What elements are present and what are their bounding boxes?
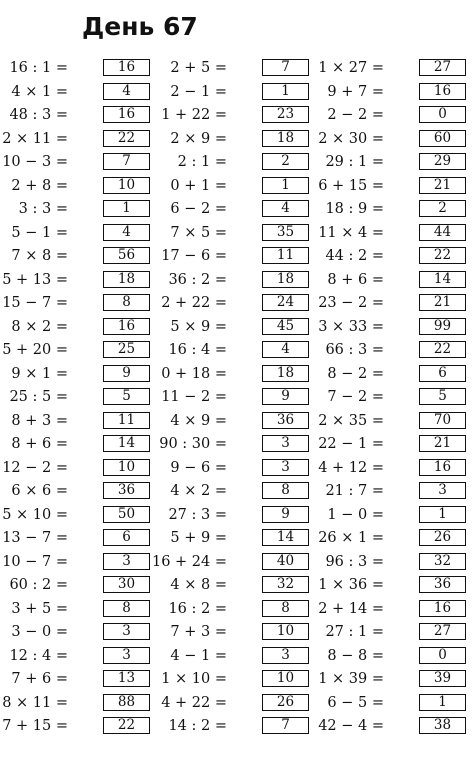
exercise-expression: 1 + 22 = (161, 107, 227, 123)
answer-box: 36 (103, 482, 150, 499)
exercise-row (159, 480, 309, 504)
answer-box: 22 (103, 130, 150, 147)
exercise-row (159, 57, 309, 81)
exercise-expression: 1 × 39 = (318, 671, 384, 687)
answer-box: 4 (103, 224, 150, 241)
answer-box: 2 (262, 153, 309, 170)
exercise-row (159, 363, 309, 387)
exercise-expression: 0 + 1 = (170, 177, 227, 194)
exercise-row (0, 316, 150, 340)
answer-box: 1 (419, 506, 466, 523)
answer-box: 6 (103, 529, 150, 546)
answer-box: 2 (419, 200, 466, 217)
exercise-expression: 60 : 2 = (9, 577, 68, 593)
exercise-expression: 7 + 6 = (11, 671, 68, 687)
answer-box: 3 (262, 647, 309, 664)
answer-box: 7 (103, 153, 150, 170)
exercise-row (159, 292, 309, 316)
exercise-row (316, 339, 466, 363)
exercise-row (0, 245, 150, 269)
exercise-expression: 11 × 4 = (318, 224, 384, 241)
exercise-row (316, 551, 466, 575)
exercise-row (159, 715, 309, 739)
answer-box: 14 (419, 271, 466, 288)
exercise-row (0, 104, 150, 128)
answer-box: 1 (103, 200, 150, 217)
exercise-expression: 1 × 27 = (318, 60, 384, 76)
exercise-expression: 8 + 6 = (327, 271, 384, 288)
answer-box: 3 (419, 482, 466, 499)
exercise-expression: 9 + 7 = (327, 83, 384, 100)
exercise-expression: 17 − 6 = (161, 248, 227, 264)
exercise-expression: 12 : 4 = (9, 647, 68, 664)
answer-box: 18 (262, 365, 309, 382)
exercise-expression: 42 − 4 = (318, 718, 384, 734)
answer-box: 5 (419, 388, 466, 405)
exercise-expression: 1 − 0 = (327, 506, 384, 523)
answer-box: 3 (103, 623, 150, 640)
exercise-row (316, 410, 466, 434)
answer-box: 22 (419, 247, 466, 264)
exercise-row (159, 104, 309, 128)
exercise-expression: 29 : 1 = (325, 154, 384, 170)
exercise-row (159, 692, 309, 716)
answer-box: 29 (419, 153, 466, 170)
answer-box: 16 (103, 318, 150, 335)
exercise-expression: 5 + 9 = (170, 530, 227, 546)
answer-box: 10 (262, 623, 309, 640)
exercise-row (159, 433, 309, 457)
exercise-row (0, 621, 150, 645)
exercise-expression: 5 × 10 = (2, 506, 68, 523)
answer-box: 3 (262, 435, 309, 452)
exercise-expression: 1 × 36 = (318, 577, 384, 593)
exercise-row (0, 692, 150, 716)
answer-box: 11 (262, 247, 309, 264)
exercise-row (159, 598, 309, 622)
exercise-row (316, 504, 466, 528)
exercise-expression: 4 × 1 = (11, 83, 68, 100)
answer-box: 0 (419, 106, 466, 123)
answer-box: 9 (262, 388, 309, 405)
exercise-row (0, 598, 150, 622)
exercise-column-2 (151, 57, 309, 739)
exercise-expression: 2 + 5 = (170, 60, 227, 76)
exercise-expression: 7 + 15 = (2, 718, 68, 734)
answer-box: 10 (103, 459, 150, 476)
exercise-expression: 16 : 1 = (9, 60, 68, 76)
exercise-expression: 2 × 11 = (2, 130, 68, 147)
answer-box: 14 (262, 529, 309, 546)
exercise-row (316, 645, 466, 669)
answer-box: 5 (103, 388, 150, 405)
exercise-row (316, 57, 466, 81)
exercise-row (316, 480, 466, 504)
answer-box: 16 (103, 106, 150, 123)
answer-box: 35 (262, 224, 309, 241)
exercise-row (316, 715, 466, 739)
answer-box: 21 (419, 294, 466, 311)
answer-box: 45 (262, 318, 309, 335)
exercise-row (316, 316, 466, 340)
answer-box: 1 (262, 83, 309, 100)
exercise-row (0, 551, 150, 575)
exercise-expression: 3 : 3 = (18, 201, 68, 217)
answer-box: 11 (103, 412, 150, 429)
exercise-expression: 4 × 8 = (170, 577, 227, 593)
answer-box: 21 (419, 435, 466, 452)
answer-box: 23 (262, 106, 309, 123)
exercise-expression: 7 × 8 = (11, 248, 68, 264)
exercise-expression: 6 − 2 = (170, 201, 227, 217)
answer-box: 88 (103, 694, 150, 711)
answer-box: 9 (262, 506, 309, 523)
answer-box: 56 (103, 247, 150, 264)
exercise-expression: 23 − 2 = (318, 295, 384, 311)
exercise-expression: 8 − 2 = (327, 365, 384, 382)
answer-box: 18 (262, 130, 309, 147)
exercise-expression: 5 + 20 = (2, 342, 68, 358)
exercise-expression: 1 × 10 = (161, 671, 227, 687)
answer-box: 60 (419, 130, 466, 147)
exercise-expression: 6 + 15 = (318, 177, 384, 194)
exercise-expression: 14 : 2 = (168, 718, 227, 734)
answer-box: 36 (262, 412, 309, 429)
answer-box: 16 (419, 459, 466, 476)
answer-box: 3 (103, 647, 150, 664)
exercise-row (159, 574, 309, 598)
exercise-expression: 96 : 3 = (325, 553, 384, 570)
answer-box: 22 (103, 717, 150, 734)
exercise-row (0, 668, 150, 692)
answer-box: 8 (262, 482, 309, 499)
answer-box: 18 (103, 271, 150, 288)
answer-box: 26 (419, 529, 466, 546)
exercise-row (0, 363, 150, 387)
exercise-expression: 27 : 1 = (325, 624, 384, 640)
exercise-expression: 5 − 1 = (11, 224, 68, 241)
exercise-row (316, 292, 466, 316)
exercise-row (159, 527, 309, 551)
answer-box: 8 (103, 600, 150, 617)
exercise-expression: 10 − 7 = (2, 553, 68, 570)
answer-box: 10 (103, 177, 150, 194)
exercise-expression: 5 × 9 = (170, 318, 227, 335)
exercise-expression: 3 × 33 = (318, 318, 384, 335)
exercise-expression: 36 : 2 = (168, 271, 227, 288)
answer-box: 30 (103, 576, 150, 593)
exercise-row (0, 339, 150, 363)
exercise-row (159, 386, 309, 410)
exercise-row (316, 269, 466, 293)
answer-box: 1 (262, 177, 309, 194)
answer-box: 4 (262, 341, 309, 358)
exercise-row (316, 245, 466, 269)
answer-box: 1 (419, 694, 466, 711)
answer-box: 3 (262, 459, 309, 476)
answer-box: 16 (103, 59, 150, 76)
answer-box: 40 (262, 553, 309, 570)
exercise-row (0, 645, 150, 669)
exercise-row (159, 457, 309, 481)
exercise-expression: 48 : 3 = (9, 107, 68, 123)
answer-box: 3 (103, 553, 150, 570)
exercise-expression: 7 − 2 = (327, 389, 384, 405)
exercise-row (0, 410, 150, 434)
exercise-row (316, 104, 466, 128)
exercise-expression: 2 : 1 = (177, 154, 227, 170)
exercise-expression: 7 × 5 = (170, 224, 227, 241)
exercise-row (0, 222, 150, 246)
exercise-row (159, 269, 309, 293)
exercise-row (159, 245, 309, 269)
answer-box: 18 (262, 271, 309, 288)
answer-box: 9 (103, 365, 150, 382)
exercise-row (159, 222, 309, 246)
exercise-expression: 2 − 1 = (170, 83, 227, 100)
exercise-expression: 4 × 2 = (170, 483, 227, 499)
answer-box: 26 (262, 694, 309, 711)
exercise-row (316, 433, 466, 457)
exercise-row (0, 504, 150, 528)
exercise-expression: 2 × 30 = (318, 130, 384, 147)
exercise-row (316, 527, 466, 551)
exercise-row (316, 128, 466, 152)
exercise-row (0, 81, 150, 105)
exercise-row (316, 457, 466, 481)
exercise-row (159, 339, 309, 363)
exercise-row (0, 574, 150, 598)
exercise-row (159, 151, 309, 175)
answer-box: 22 (419, 341, 466, 358)
exercise-row (316, 175, 466, 199)
exercise-expression: 21 : 7 = (325, 483, 384, 499)
exercise-row (316, 81, 466, 105)
exercise-row (0, 198, 150, 222)
answer-box: 7 (262, 717, 309, 734)
answer-box: 99 (419, 318, 466, 335)
answer-box: 16 (419, 83, 466, 100)
exercise-expression: 6 − 5 = (327, 694, 384, 711)
exercise-expression: 16 + 24 = (151, 553, 227, 570)
exercise-expression: 16 : 2 = (168, 600, 227, 617)
exercise-row (316, 151, 466, 175)
exercise-expression: 3 + 5 = (11, 600, 68, 617)
answer-box: 4 (103, 83, 150, 100)
answer-box: 7 (262, 59, 309, 76)
exercise-row (159, 81, 309, 105)
answer-box: 32 (419, 553, 466, 570)
exercise-expression: 25 : 5 = (9, 389, 68, 405)
exercise-row (0, 433, 150, 457)
exercise-column-1 (0, 57, 150, 739)
answer-box: 6 (419, 365, 466, 382)
exercise-row (0, 527, 150, 551)
exercise-row (316, 222, 466, 246)
exercise-row (159, 198, 309, 222)
exercise-expression: 66 : 3 = (325, 342, 384, 358)
exercise-expression: 2 + 8 = (11, 177, 68, 194)
exercise-expression: 8 + 6 = (11, 436, 68, 452)
exercise-row (159, 645, 309, 669)
exercise-row (0, 386, 150, 410)
exercise-row (0, 292, 150, 316)
answer-box: 10 (262, 670, 309, 687)
exercise-row (316, 621, 466, 645)
exercise-column-3 (316, 57, 466, 739)
exercise-expression: 18 : 9 = (325, 201, 384, 217)
exercise-expression: 5 + 13 = (2, 271, 68, 288)
exercise-row (159, 316, 309, 340)
exercise-row (0, 128, 150, 152)
exercise-expression: 15 − 7 = (2, 295, 68, 311)
exercise-expression: 10 − 3 = (2, 154, 68, 170)
answer-box: 32 (262, 576, 309, 593)
answer-box: 50 (103, 506, 150, 523)
answer-box: 13 (103, 670, 150, 687)
exercise-expression: 90 : 30 = (159, 436, 227, 452)
exercise-expression: 8 × 2 = (11, 318, 68, 335)
exercise-expression: 8 × 11 = (2, 694, 68, 711)
exercise-expression: 44 : 2 = (325, 248, 384, 264)
exercise-row (316, 668, 466, 692)
exercise-row (0, 715, 150, 739)
answer-box: 36 (419, 576, 466, 593)
exercise-expression: 3 − 0 = (11, 624, 68, 640)
exercise-row (0, 175, 150, 199)
exercise-row (316, 198, 466, 222)
exercise-expression: 4 − 1 = (170, 647, 227, 664)
exercise-row (159, 410, 309, 434)
exercise-expression: 2 + 14 = (318, 600, 384, 617)
exercise-expression: 6 × 6 = (11, 483, 68, 499)
page-title: День 67 (82, 12, 198, 41)
answer-box: 16 (419, 600, 466, 617)
answer-box: 39 (419, 670, 466, 687)
exercise-expression: 4 × 9 = (170, 412, 227, 429)
exercise-expression: 26 × 1 = (318, 530, 384, 546)
answer-box: 8 (262, 600, 309, 617)
exercise-expression: 0 + 18 = (161, 365, 227, 382)
exercise-expression: 11 − 2 = (161, 389, 227, 405)
exercise-expression: 13 − 7 = (2, 530, 68, 546)
exercise-row (159, 504, 309, 528)
exercise-row (159, 668, 309, 692)
answer-box: 38 (419, 717, 466, 734)
exercise-row (151, 551, 309, 575)
exercise-expression: 4 + 12 = (318, 459, 384, 476)
exercise-expression: 7 + 3 = (170, 624, 227, 640)
exercise-expression: 27 : 3 = (168, 506, 227, 523)
answer-box: 44 (419, 224, 466, 241)
exercise-row (159, 621, 309, 645)
answer-box: 27 (419, 59, 466, 76)
exercise-row (316, 386, 466, 410)
answer-box: 4 (262, 200, 309, 217)
exercise-expression: 9 × 1 = (11, 365, 68, 382)
answer-box: 8 (103, 294, 150, 311)
exercise-row (0, 151, 150, 175)
exercise-expression: 16 : 4 = (168, 342, 227, 358)
exercise-expression: 2 × 9 = (170, 130, 227, 147)
exercise-expression: 9 − 6 = (170, 459, 227, 476)
exercise-expression: 2 × 35 = (318, 412, 384, 429)
exercise-expression: 8 − 8 = (327, 647, 384, 664)
answer-box: 21 (419, 177, 466, 194)
exercise-expression: 8 + 3 = (11, 412, 68, 429)
exercise-expression: 22 − 1 = (318, 436, 384, 452)
exercise-row (159, 128, 309, 152)
exercise-row (316, 692, 466, 716)
answer-box: 0 (419, 647, 466, 664)
exercise-expression: 4 + 22 = (161, 694, 227, 711)
answer-box: 27 (419, 623, 466, 640)
exercise-row (0, 57, 150, 81)
answer-box: 25 (103, 341, 150, 358)
exercise-expression: 2 + 22 = (161, 295, 227, 311)
exercise-row (316, 598, 466, 622)
exercise-expression: 2 − 2 = (327, 107, 384, 123)
exercise-expression: 12 − 2 = (2, 459, 68, 476)
exercise-row (159, 175, 309, 199)
answer-box: 14 (103, 435, 150, 452)
answer-box: 70 (419, 412, 466, 429)
answer-box: 24 (262, 294, 309, 311)
exercise-row (0, 269, 150, 293)
exercise-row (316, 363, 466, 387)
exercise-row (0, 457, 150, 481)
exercise-row (316, 574, 466, 598)
exercise-row (0, 480, 150, 504)
